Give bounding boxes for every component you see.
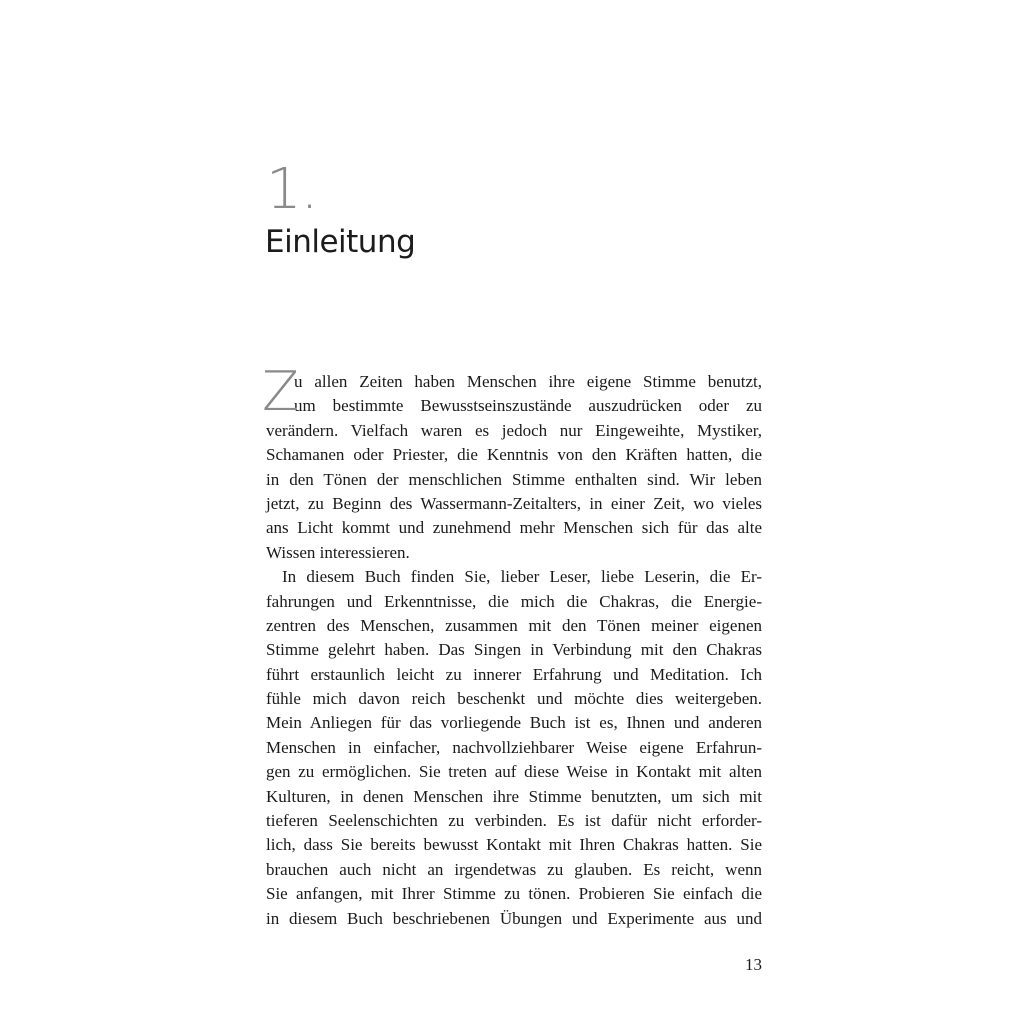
text-line: lich, dass Sie bereits bewusst Kontakt mit Ihren Chakras hatten. Sie [266, 835, 762, 855]
text-line: Menschen in einfacher, nachvollziehbarer Weise eigene Erfahrun- [266, 737, 762, 757]
body-text [262, 360, 762, 931]
text-line: tieferen Seelenschichten zu verbinden. Es ist dafür nicht erforder- [266, 811, 762, 831]
text-line: Schamanen oder Priester, die Kenntnis von den Kräften hatten, die [266, 445, 762, 465]
chapter-title: Einleitung [265, 224, 416, 260]
text-line: ans Licht kommt und zunehmend mehr Menschen sich für das alte [266, 518, 762, 538]
text-line: u allen Zeiten haben Menschen ihre eigene Stimme benutzt, [294, 372, 762, 391]
text-line: in den Tönen der menschlichen Stimme enthalten sind. Wir leben [266, 469, 762, 489]
text-line: brauchen auch nicht an irgendetwas zu glauben. Es reicht, wenn [266, 859, 762, 879]
text-line: zentren des Menschen, zusammen mit den Tönen meiner eigenen [266, 615, 762, 635]
text-line: um bestimmte Bewusstseinszustände auszudrücken oder zu [294, 396, 762, 416]
page-number: 13 [745, 955, 762, 974]
text-line: In diesem Buch finden Sie, lieber Leser, liebe Leserin, die Er- [282, 567, 762, 587]
drop-cap: Z [262, 360, 299, 423]
text-line: führt erstaunlich leicht zu innerer Erfahrung und Meditation. Ich [266, 664, 762, 684]
text-line: jetzt, zu Beginn des Wassermann-Zeitalters, in einer Zeit, wo vieles [266, 493, 762, 513]
text-line: Wissen interessieren. [266, 542, 410, 562]
text-line: Kulturen, in denen Menschen ihre Stimme benutzten, um sich mit [266, 786, 762, 806]
text-line: verändern. Vielfach waren es jedoch nur Eingeweihte, Mystiker, [266, 420, 762, 440]
text-line: gen zu ermöglichen. Sie treten auf diese Weise in Kontakt mit alten [266, 762, 762, 782]
text-line: Sie anfangen, mit Ihrer Stimme zu tönen. Probieren Sie einfach die [266, 884, 762, 904]
text-line: Stimme gelehrt haben. Das Singen in Verbindung mit den Chakras [266, 640, 762, 660]
text-line: fühle mich davon reich beschenkt und möchte dies weitergeben. [266, 689, 762, 709]
chapter-number: 1. [266, 157, 318, 222]
text-line: in diesem Buch beschriebenen Übungen und Experimente aus und [266, 908, 762, 928]
text-line: fahrungen und Erkenntnisse, die mich die Chakras, die Energie- [266, 591, 762, 611]
text-line: Mein Anliegen für das vorliegende Buch ist es, Ihnen und anderen [266, 713, 762, 733]
